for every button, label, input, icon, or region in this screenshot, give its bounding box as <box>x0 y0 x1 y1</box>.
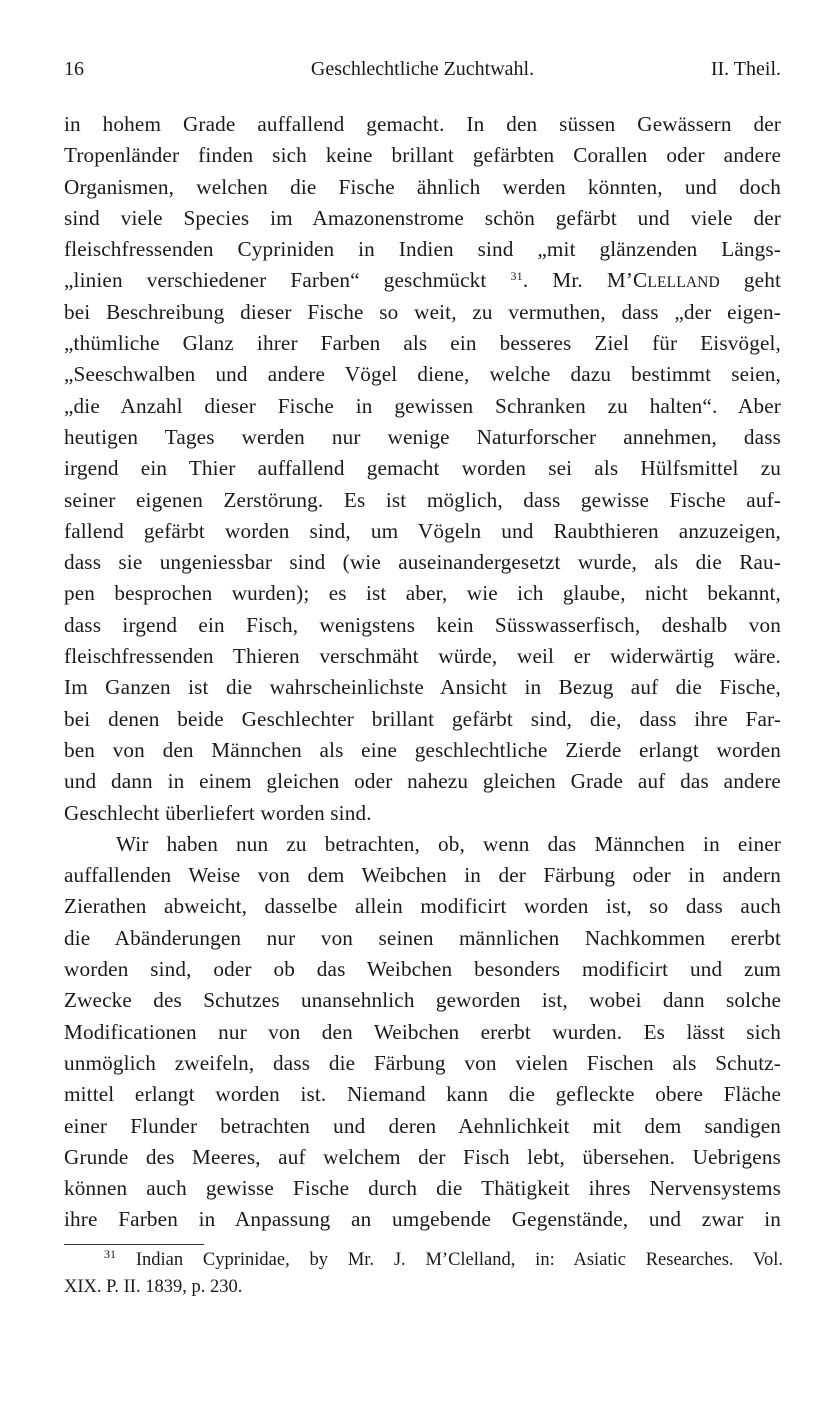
paragraph-start-line: Wir haben nun zu betrachten, ob, wenn das Männchen in einer <box>116 831 781 856</box>
footnote-divider <box>64 1244 204 1245</box>
footnote-marker: 31 <box>104 1247 116 1261</box>
text-line: einer Flunder betrachten und deren Aehnlichkeit mit dem sandigen <box>64 1113 781 1138</box>
text-line: unmöglich zweifeln, dass die Färbung von vielen Fischen als Schutz- <box>64 1050 781 1075</box>
text-line: ihre Farben in Anpassung an umgebende Gegenstände, und zwar in <box>64 1207 781 1232</box>
text-segment: . Mr. <box>522 268 607 293</box>
text-line: pen besprochen wurden); es ist aber, wie ich glaube, nicht bekannt, <box>64 581 781 606</box>
text-line: die Abänderungen nur von seinen männlichen Nachkommen ererbt <box>64 925 781 950</box>
text-line: dass sie ungeniessbar sind (wie auseinandergesetzt wurde, als die Rau- <box>64 550 781 575</box>
author-initial: M’C <box>606 268 648 293</box>
text-line: in hohem Grade auffallend gemacht. In den süssen Gewässern der <box>64 112 781 136</box>
text-line: fleischfressenden Cypriniden in Indien sind „mit glänzenden Längs- <box>64 237 781 262</box>
text-segment: geht <box>719 268 781 293</box>
text-line: Im Ganzen ist die wahrscheinlichste Ansicht in Bezug auf die Fische, <box>64 675 781 700</box>
text-line: fallend gefärbt worden sind, um Vögeln und Raubthieren anzuzeigen, <box>64 518 781 543</box>
text-line: dass irgend ein Fisch, wenigstens kein Süsswasserfisch, deshalb von <box>64 612 781 637</box>
text-line: irgend ein Thier auffallend gemacht worden sei als Hülfsmittel zu <box>64 456 781 481</box>
footnote-reference: 31 <box>510 269 523 284</box>
author-name <box>607 268 720 292</box>
text-line: Organismen, welchen die Fische ähnlich werden könnten, und doch <box>64 174 781 199</box>
text-line: Zierathen abweicht, dasselbe allein modificirt worden ist, so dass auch <box>64 894 781 919</box>
text-line: Modificationen nur von den Weibchen ererbt wurden. Es lässt sich <box>64 1019 781 1044</box>
page-number: 16 <box>64 58 84 80</box>
text-line: heutigen Tages werden nur wenige Naturforscher annehmen, dass <box>64 424 781 449</box>
text-segment: „linien verschiedener Farben“ geschmückt <box>64 268 487 293</box>
text-line: Grunde des Meeres, auf welchem der Fisch lebt, übersehen. Uebrigens <box>64 1144 781 1169</box>
text-line: mittel erlangt worden ist. Niemand kann die gefleckte obere Fläche <box>64 1082 781 1107</box>
footnote-line: XIX. P. II. 1839, p. 230. <box>64 1277 243 1297</box>
text-line: bei denen beide Geschlechter brillant gefärbt sind, die, dass ihre Far- <box>64 706 781 731</box>
text-line: seiner eigenen Zerstörung. Es ist möglich, dass gewisse Fische auf- <box>64 487 781 512</box>
text-line: ben von den Männchen als eine geschlechtliche Zierde erlangt worden <box>64 737 781 762</box>
part-label: II. Theil. <box>710 58 781 80</box>
text-line: fleischfressenden Thieren verschmäht würde, weil er widerwärtig wäre. <box>64 644 781 669</box>
text-line: auffallenden Weise von dem Weibchen in der Färbung oder in andern <box>64 863 781 888</box>
text-line: und dann in einem gleichen oder nahezu gleichen Grade auf das andere <box>64 769 781 794</box>
text-line: „die Anzahl dieser Fische in gewissen Schranken zu halten“. Aber <box>64 393 781 418</box>
running-title: Geschlechtliche Zuchtwahl. <box>310 58 535 80</box>
text-line: sind viele Species im Amazonenstrome schön gefärbt und viele der <box>64 205 781 230</box>
footnote-line <box>64 1247 783 1274</box>
text-line: Zwecke des Schutzes unansehnlich geworden ist, wobei dann solche <box>64 988 781 1013</box>
text-line: Geschlecht überliefert worden sind. <box>64 800 372 825</box>
footnote-text: Indian Cyprinidae, by Mr. J. M’Clelland, in: Asiatic Researches. Vol. <box>135 1250 783 1270</box>
running-header <box>64 58 781 88</box>
author-smallcaps: LELLAND <box>647 274 720 292</box>
text-line-with-footnote-ref <box>64 265 781 296</box>
text-line: „Seeschwalben und andere Vögel diene, welche dazu bestimmt seien, <box>64 362 781 387</box>
footnotes <box>64 1247 783 1301</box>
text-line: „thümliche Glanz ihrer Farben als ein besseres Ziel für Eisvögel, <box>64 331 781 356</box>
text-line: bei Beschreibung dieser Fische so weit, zu vermuthen, dass „der eigen- <box>64 299 781 324</box>
text-line: worden sind, oder ob das Weibchen besonders modificirt und zum <box>64 957 781 982</box>
text-line: Tropenländer finden sich keine brillant gefärbten Corallen oder andere <box>64 143 781 168</box>
body-text <box>64 109 781 1236</box>
text-line: können auch gewisse Fische durch die Thätigkeit ihres Nervensystems <box>64 1176 781 1201</box>
